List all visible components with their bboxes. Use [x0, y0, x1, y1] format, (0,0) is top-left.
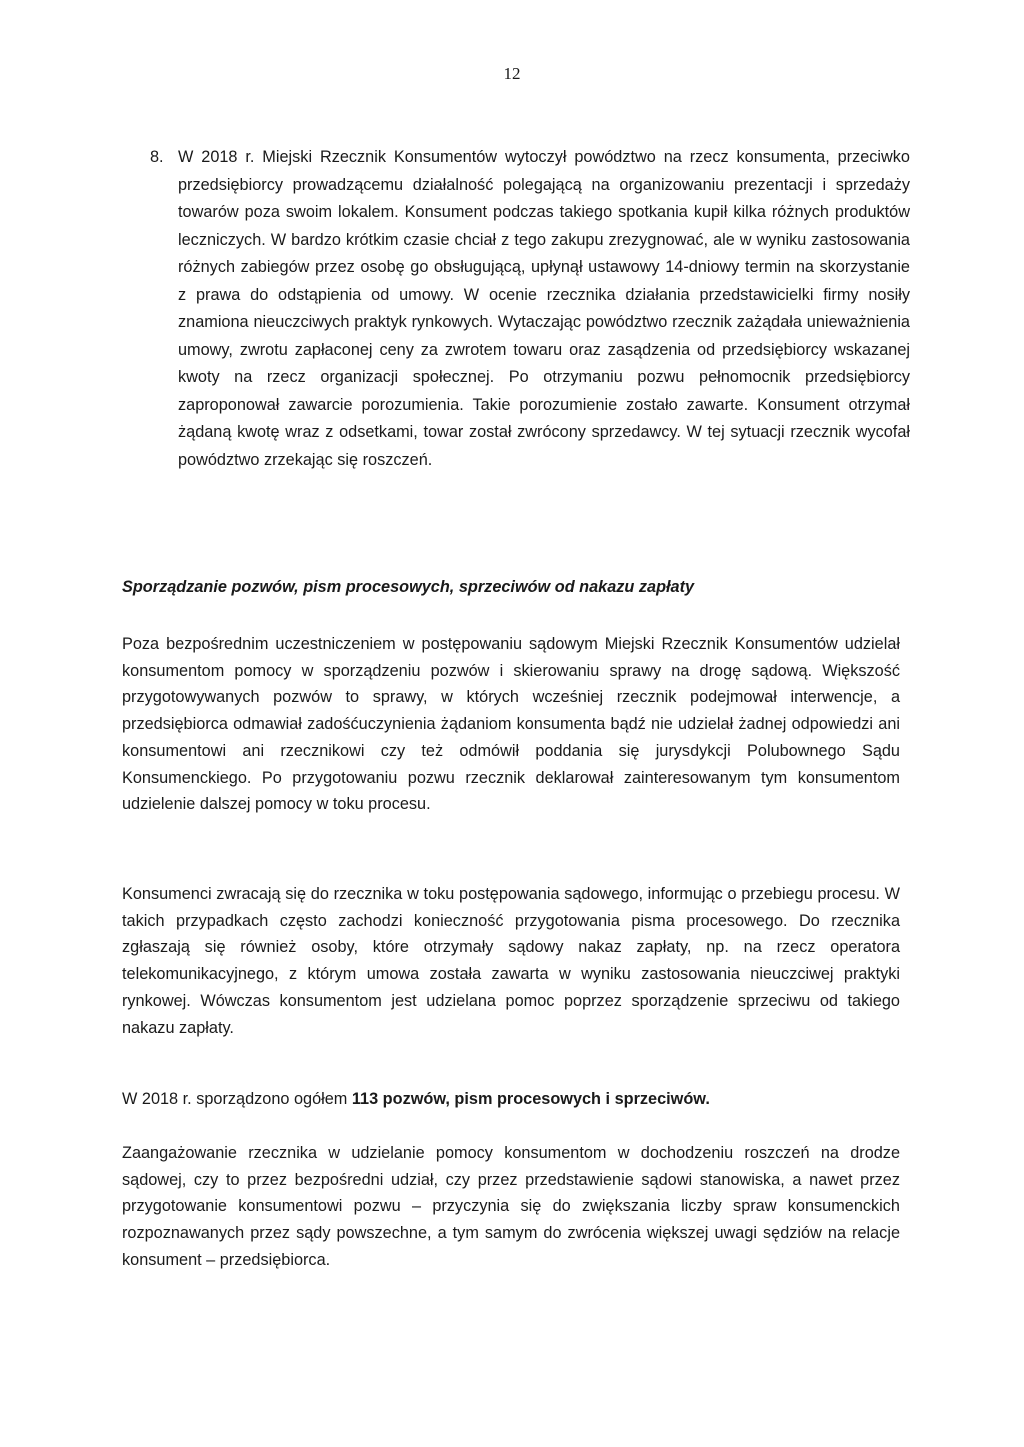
paragraph-court-assistance: Poza bezpośrednim uczestniczeniem w postępowaniu sądowym Miejski Rzecznik Konsumentów udzielał konsumentom pomocy w sporządzeniu pozwów i skierowaniu sprawy na drogę sądową. Większość przygotowywanych pozwów to sprawy, w których wcześniej rzecznik podejmował interwencje, a przedsiębiorca odmawiał zadośćuczynienia żądaniom konsumenta bądź nie udzielał żadnej odpowiedzi ani konsumentowi ani rzecznikowi czy też odmówił poddania się jurysdykcji Polubownego Sądu Konsumenckiego. Po przygotowaniu pozwu rzecznik deklarował zainteresowanym tym konsumentom udzielenie dalszej pomocy w toku procesu. — [122, 635, 900, 814]
section-heading: Sporządzanie pozwów, pism procesowych, sprzeciwów od nakazu zapłaty — [122, 578, 695, 596]
summary-prefix: W 2018 r. sporządzono ogółem — [122, 1090, 352, 1108]
item-text: W 2018 r. Miejski Rzecznik Konsumentów wytoczył powództwo na rzecz konsumenta, przeciwko przedsiębiorcy prowadzącemu działalność polegającą na organizowaniu prezentacji i sprzedaży towarów poza swoim lokalem. Konsument podczas takiego spotkania kupił kilka różnych produktów leczniczych. W bardzo krótkim czasie chciał z tego zakupu zrezygnować, ale w wyniku zastosowania różnych zabiegów przez osobę go obsługującą, upłynął ustawowy 14-dniowy termin na skorzystanie z prawa do odstąpienia od umowy. W ocenie rzecznika działania przedstawicielki firmy nosiły znamiona nieuczciwych praktyk rynkowych. Wytaczając powództwo rzecznik zażądała unieważnienia umowy, zwrotu zapłaconej ceny za zwrotem towaru oraz zasądzenia od przedsiębiorcy wskazanej kwoty na rzecz organizacji społecznej. Po otrzymaniu pozwu pełnomocnik przedsiębiorcy zaproponował zawarcie porozumienia. Takie porozumienie zostało zawarte. Konsument otrzymał żądaną kwotę wraz z odsetkami, towar został zwrócony sprzedawcy. W tej sytuacji rzecznik wycofał powództwo zrzekając się roszczeń. — [178, 148, 910, 469]
summary-bold: 113 pozwów, pism procesowych i sprzeciwów. — [351, 1090, 710, 1108]
paragraph-conclusion: Zaangażowanie rzecznika w udzielanie pomocy konsumentom w dochodzeniu roszczeń na drodze sądowej, czy to przez bezpośredni udział, czy przez przedstawienie sądowi stanowiska, a nawet przez przygotowanie konsumentowi pozwu – przyczynia się do zwiększania liczby spraw konsumenckich rozpoznawanych przez sądy powszechne, a tym samym do zwrócenia większej uwagi sędziów na relacje konsument – przedsiębiorca. — [122, 1144, 900, 1269]
paragraph-procedural-documents: Konsumenci zwracają się do rzecznika w toku postępowania sądowego, informując o przebiegu procesu. W takich przypadkach często zachodzi konieczność przygotowania pisma procesowego. Do rzecznika zgłaszają się również osoby, które otrzymały sądowy nakaz zapłaty, np. na rzecz operatora telekomunikacyjnego, z którym umowa została zawarta w wyniku zastosowania nieuczciwej praktyki rynkowej. Wówczas konsumentom jest udzielana pomoc poprzez sporządzenie sprzeciwu od takiego nakazu zapłaty. — [122, 885, 900, 1037]
page-number: 12 — [503, 64, 521, 83]
item-number: 8. — [150, 148, 164, 166]
numbered-item — [150, 144, 910, 474]
paragraph-summary — [122, 1086, 900, 1114]
